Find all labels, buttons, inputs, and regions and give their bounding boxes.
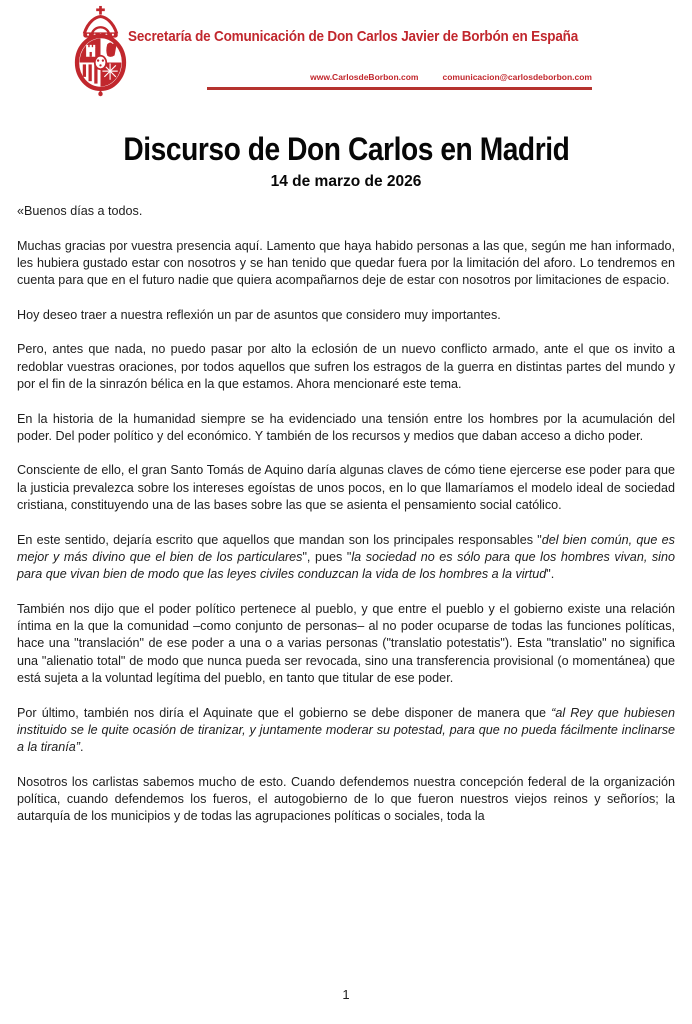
contact-line	[310, 72, 592, 82]
quote-segment: “al Rey que hubiesen instituido se le quite ocasión de tiranizar, y juntamente moderar su potestad, para que no pueda fácilmente inclinarse a la tiranía”	[17, 705, 675, 755]
body-paragraph	[17, 341, 675, 393]
text-segment: En la historia de la humanidad siempre se ha evidenciado una tensión entre los hombres por la acumulación del poder. Del poder político y del económico. Y también de los recursos y medios que daban acceso a dicho poder.	[17, 411, 675, 443]
body-paragraph	[17, 238, 675, 290]
body-paragraph	[17, 203, 675, 220]
header-divider	[207, 87, 592, 90]
body-paragraph	[17, 532, 675, 584]
website-url: www.CarlosdeBorbon.com	[310, 72, 419, 82]
body-paragraph	[17, 307, 675, 324]
document-title: Discurso de Don Carlos en Madrid	[123, 131, 569, 167]
body-paragraph	[17, 462, 675, 514]
royal-coat-of-arms-icon	[61, 5, 140, 97]
text-segment: ", pues "	[302, 549, 352, 564]
document-body	[17, 203, 675, 843]
body-paragraph	[17, 411, 675, 446]
page-number: 1	[342, 987, 350, 1002]
body-paragraph	[17, 705, 675, 757]
text-segment: «Buenos días a todos.	[17, 204, 143, 218]
text-segment: Pero, antes que nada, no puedo pasar por alto la eclosión de un nuevo conflicto armado, ante el que os invito a redoblar vuestras oraciones, por todos aquellos que sufren los estragos de la guerra en distintas partes del mundo y por el fin de la sinrazón bélica en la que estamos. Ahora mencionaré este tema.	[17, 342, 675, 391]
text-segment: Muchas gracias por vuestra presencia aquí. Lamento que haya habido personas a las que, según me han informado, les hubiera gustado estar con nosotros y se han tenido que quedar fuera por la limitación del aforo. Lo tendremos en cuenta para que en el futuro nadie que quiera acompañarnos deje de estar con nosotros por limitaciones de espacio.	[17, 238, 675, 288]
text-segment: Por último, también nos diría el Aquinate que el gobierno se debe disponer de manera que	[17, 705, 552, 720]
quote-segment: del bien común, que es mejor y más divino que el bien de los particulares	[17, 532, 675, 564]
quote-segment: la sociedad no es sólo para que los hombres vivan, sino para que vivan bien de modo que las leyes civiles conduzcan la vida de los hombres a la virtud	[17, 549, 675, 582]
document-date: 14 de marzo de 2026	[270, 173, 422, 190]
text-segment: Consciente de ello, el gran Santo Tomás de Aquino daría algunas claves de cómo tiene ejercerse ese poder para que la justicia prevalezca sobre los intereses egoístas de unos pocos, en lo que llamaríamos el modelo ideal de sociedad cristiana, constituyendo una de las bases sobre las que se asienta el pensamiento social católico.	[17, 463, 675, 513]
body-paragraph	[17, 601, 675, 687]
text-segment: Hoy deseo traer a nuestra reflexión un par de asuntos que considero muy importantes.	[17, 307, 501, 322]
text-segment: .	[80, 740, 84, 755]
text-segment: Nosotros los carlistas sabemos mucho de esto. Cuando defendemos nuestra concepción federal de la organización política, cuando defendemos los fueros, el autogobierno de lo que fueron nuestros viejos reinos y señoríos; la autarquía de los municipios y de todas las agrupaciones políticas o sociales, toda la	[17, 774, 675, 824]
text-segment: En este sentido, dejaría escrito que aquellos que mandan son los principales responsables "	[17, 532, 542, 547]
body-paragraph	[17, 774, 675, 826]
organization-name: Secretaría de Comunicación de Don Carlos Javier de Borbón en España	[128, 28, 579, 45]
email-address: comunicacion@carlosdeborbon.com	[442, 72, 592, 82]
text-segment: ".	[546, 567, 555, 582]
text-segment: También nos dijo que el poder político pertenece al pueblo, y que entre el pueblo y el gobierno existe una relación íntima en la que la comunidad –como conjunto de personas– al no poder ocuparse de todas las funciones políticas, hace una "translación" de ese poder a una o a varias personas ("translatio potestatis"). Esta "translatio" no significa una "alienatio total" de modo que nunca pueda ser revocada, sino una transferencia provisional (o momentánea) que está sujeta a la voluntad legítima del pueblo, en tanto que titular de ese poder.	[17, 601, 675, 686]
